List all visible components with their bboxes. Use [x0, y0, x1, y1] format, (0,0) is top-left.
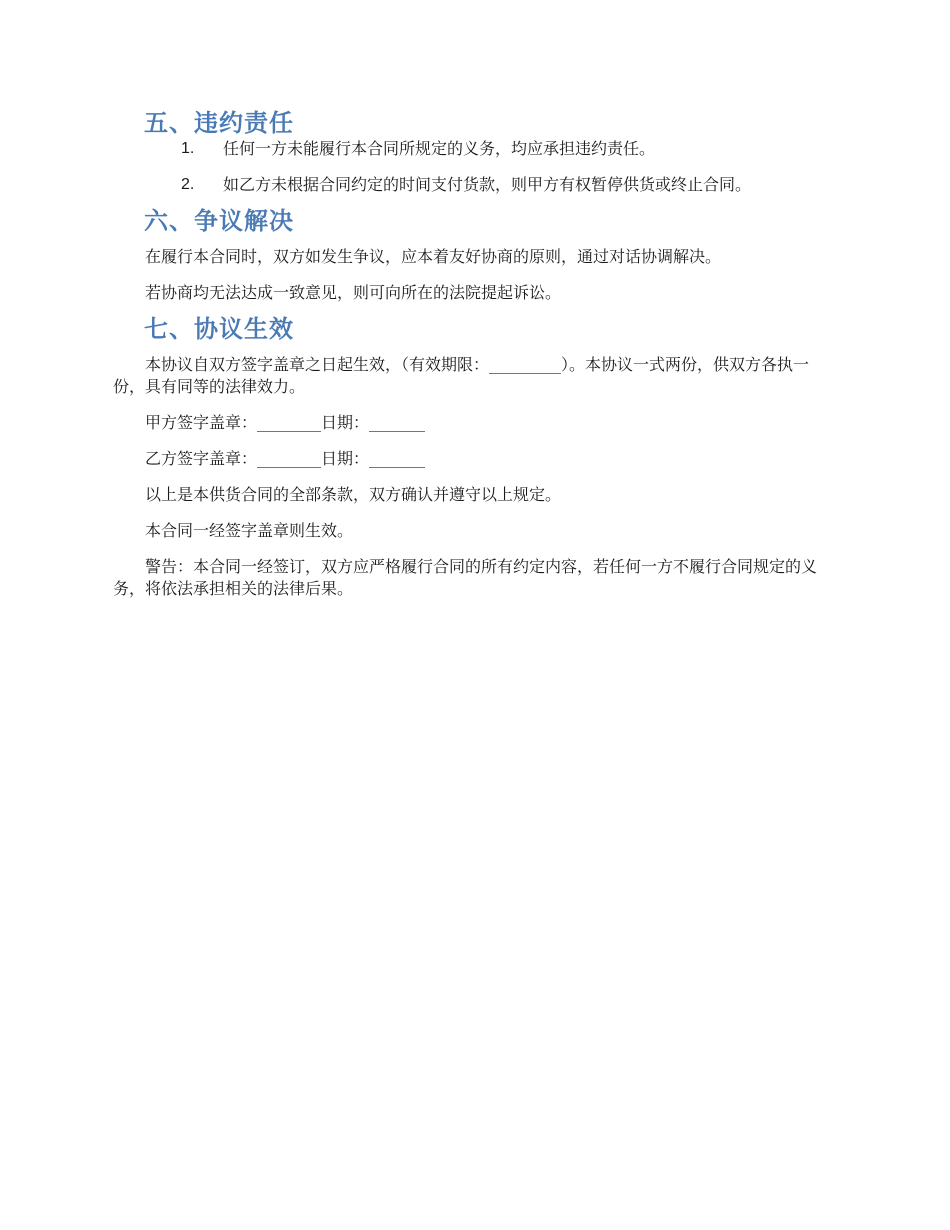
effect-text-before: 本协议自双方签字盖章之日起生效，（有效期限：	[145, 355, 490, 374]
closing-paragraph: 以上是本供货合同的全部条款，双方确认并遵守以上规定。	[145, 485, 562, 504]
dispute-paragraph: 若协商均无法达成一致意见，则可向所在的法院提起诉讼。	[145, 283, 562, 302]
closing-paragraph: 本合同一经签字盖章则生效。	[145, 521, 354, 540]
effect-paragraph	[113, 354, 837, 398]
warning-paragraph: 警告：本合同一经签订，双方应严格履行合同的所有约定内容，若任何一方不履行合同规定的义务，将依法承担相关的法律后果。	[113, 557, 818, 598]
validity-blank: _________	[489, 355, 562, 374]
section-heading-effect: 七、协议生效	[144, 315, 294, 343]
document-page	[113, 108, 837, 614]
list-text: 任何一方未能履行本合同所规定的义务，均应承担违约责任。	[223, 139, 656, 158]
list-item	[113, 174, 837, 196]
section-heading-dispute: 六、争议解决	[144, 207, 294, 235]
list-text: 如乙方未根据合同约定的时间支付货款，则甲方有权暂停供货或终止合同。	[223, 175, 752, 194]
list-number: 1.	[181, 140, 195, 157]
party-b-signature-line: 乙方签字盖章：________日期：_______	[145, 449, 426, 468]
section-heading-breach: 五、违约责任	[144, 109, 294, 137]
effect-text-after: ）。本协议一式两份，供双方各执一份，具有同等的法律效力。	[113, 355, 810, 396]
party-a-signature-line: 甲方签字盖章：________日期：_______	[145, 413, 426, 432]
list-item	[113, 138, 837, 160]
breach-list	[113, 138, 837, 196]
list-number: 2.	[181, 176, 195, 193]
dispute-paragraph: 在履行本合同时，双方如发生争议，应本着友好协商的原则，通过对话协调解决。	[145, 247, 722, 266]
